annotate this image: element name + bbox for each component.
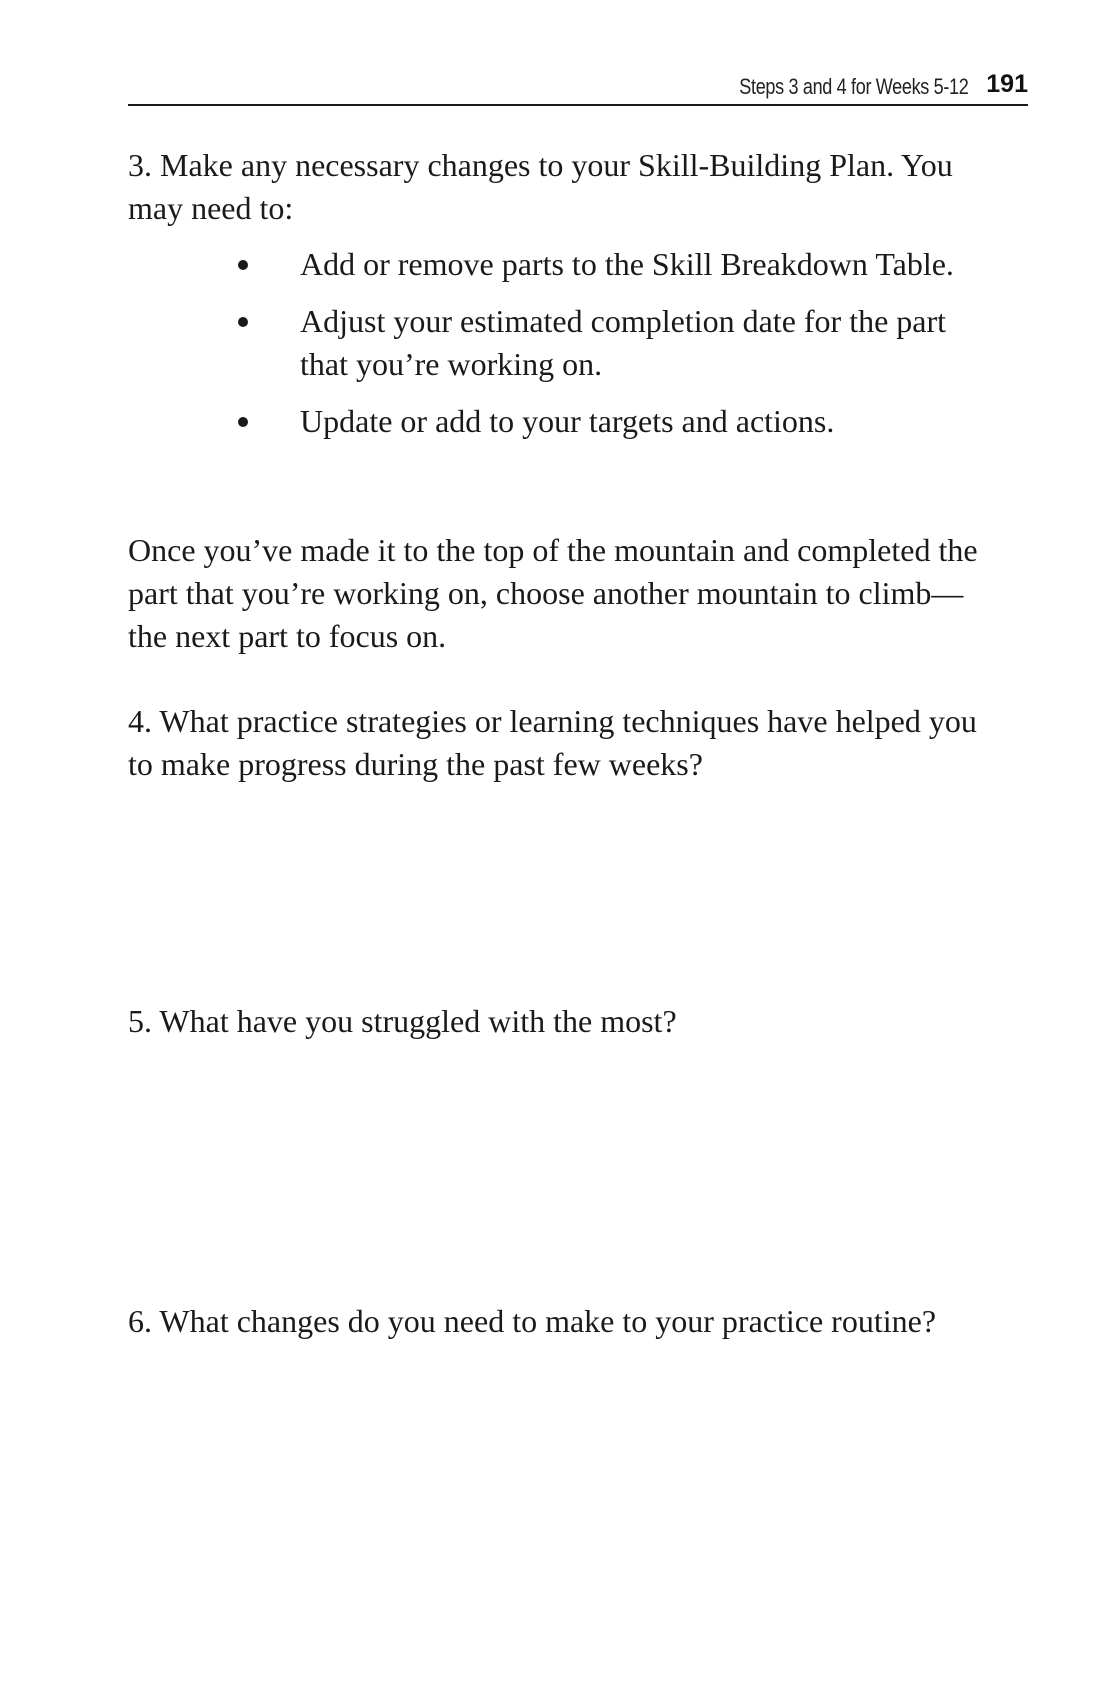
running-title: Steps 3 and 4 for Weeks 5-12: [738, 74, 968, 99]
bullet-icon: [238, 260, 248, 270]
question-6: 6. What changes do you need to make to your practice routine?: [128, 1303, 937, 1339]
body-paragraph: Once you’ve made it to the top of the mountain and completed the part that you’re working on, choose another mountain to climb—the next part to focus on.: [128, 532, 978, 654]
question-5: 5. What have you struggled with the most?: [128, 1003, 677, 1039]
bullet-icon: [238, 317, 248, 327]
question-4: 4. What practice strategies or learning techniques have helped you to make progress during the past few weeks?: [128, 703, 977, 782]
bullet-icon: [238, 417, 248, 427]
bullet-text: Update or add to your targets and actions.: [300, 403, 835, 439]
bullet-text: Add or remove parts to the Skill Breakdown Table.: [300, 246, 954, 282]
running-header: [128, 64, 1028, 106]
bullet-item: [228, 300, 968, 386]
page-number: 191: [986, 70, 1028, 98]
bullet-item: [228, 243, 968, 286]
bullet-list: [228, 243, 968, 457]
bullet-item: [228, 400, 968, 443]
bullet-text: Adjust your estimated completion date for the part that you’re working on.: [300, 303, 947, 382]
question-3: 3. Make any necessary changes to your Skill-Building Plan. You may need to:: [128, 147, 953, 226]
